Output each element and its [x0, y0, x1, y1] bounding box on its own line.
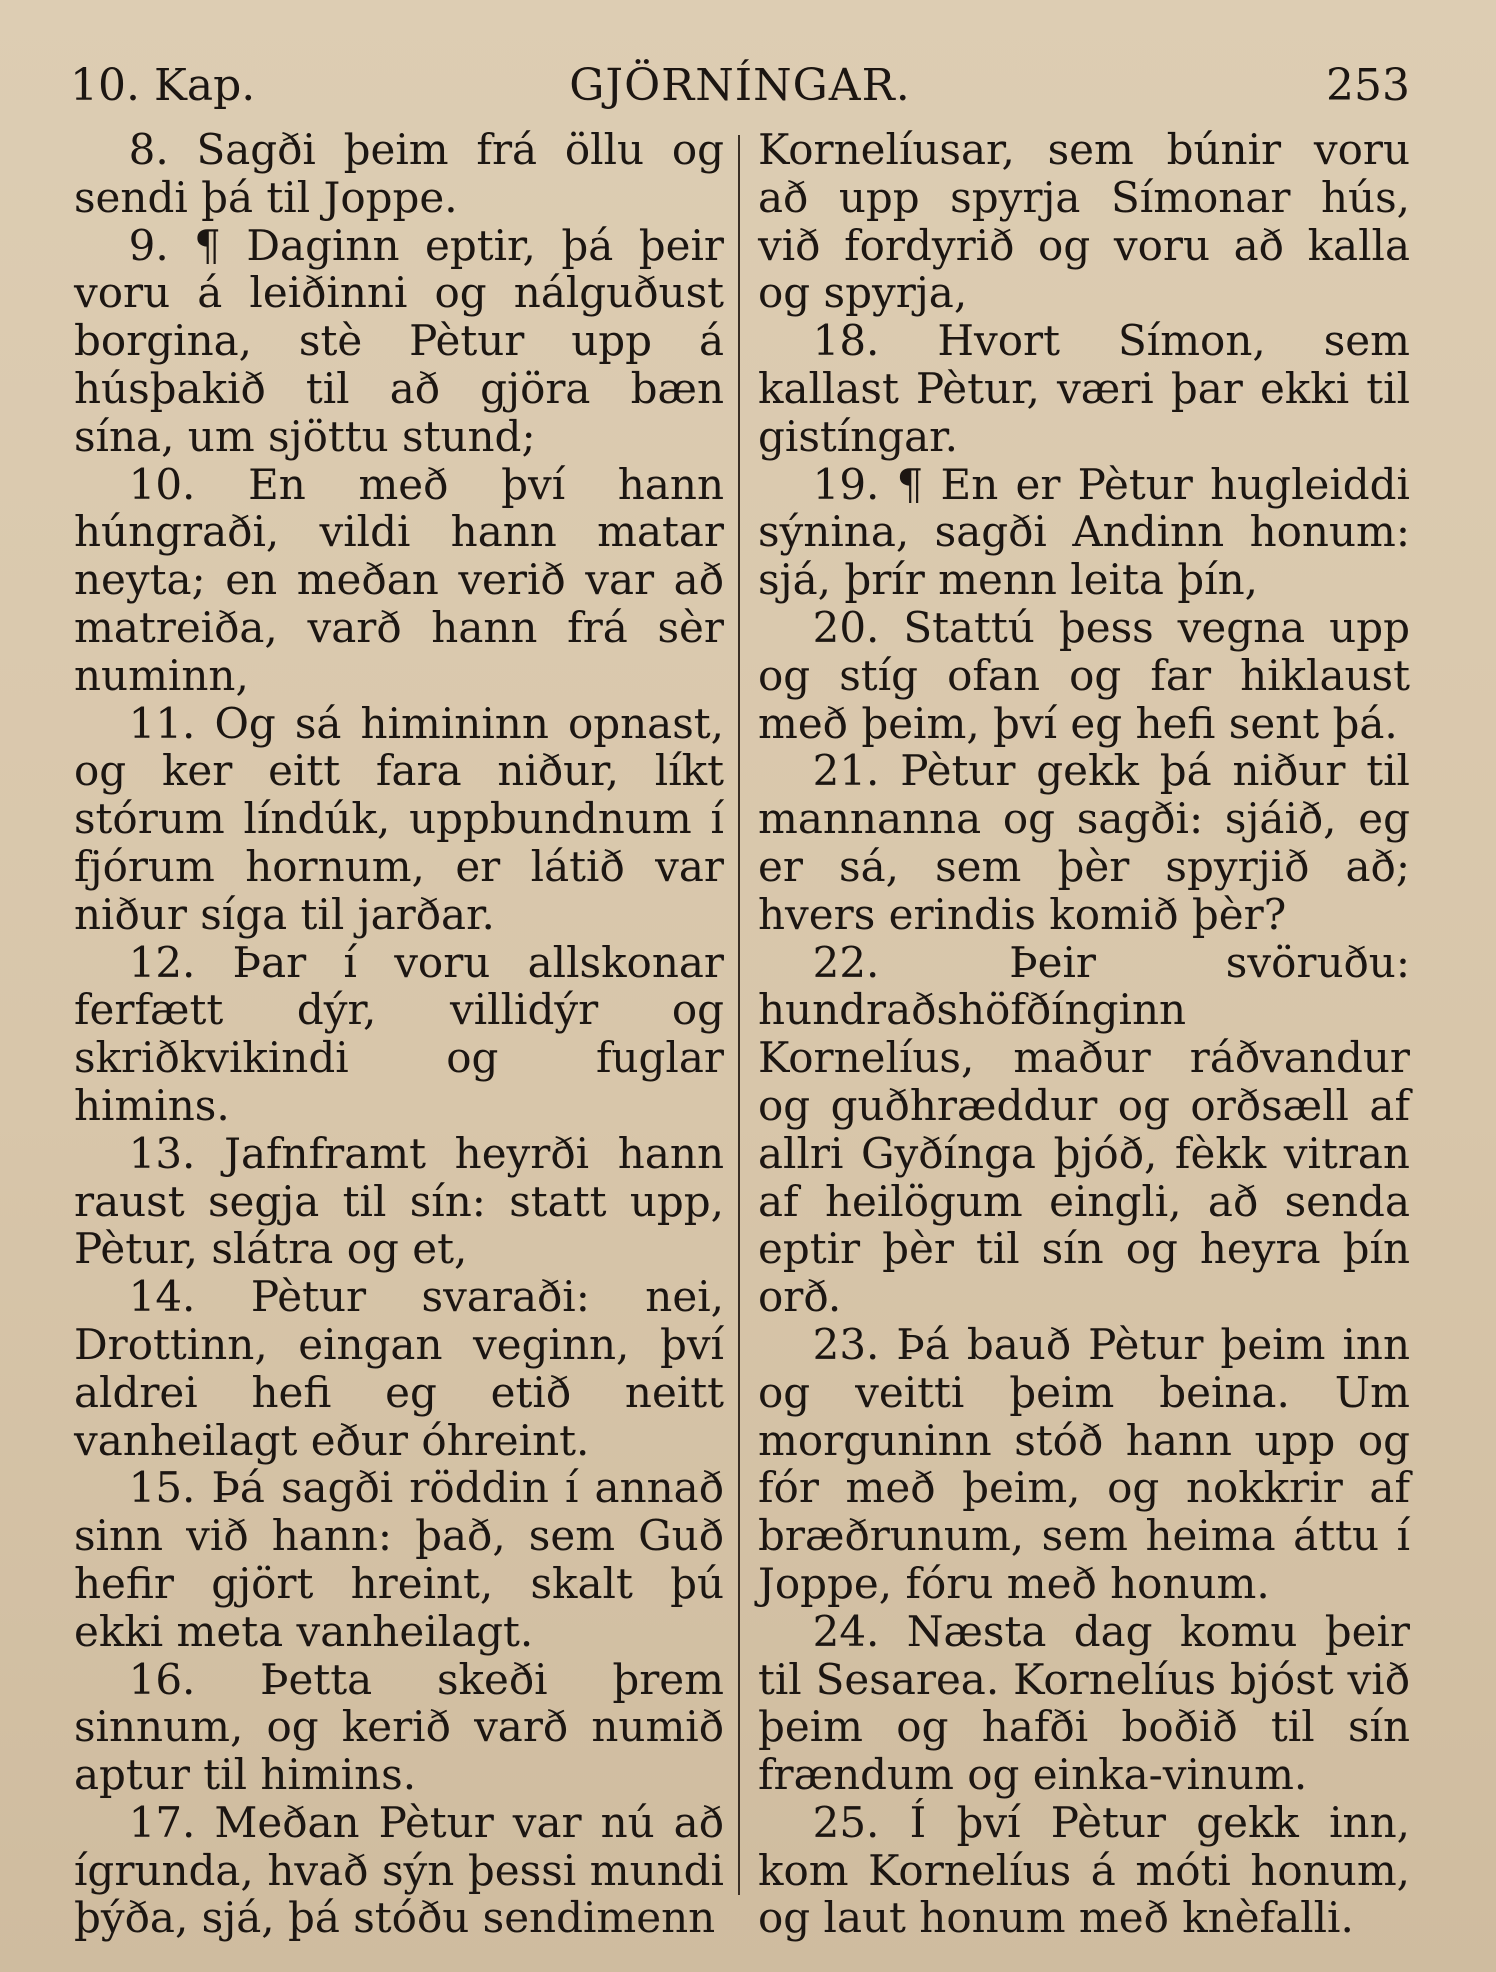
running-header — [70, 56, 1410, 116]
verse-16: 16. Þetta skeði þrem sinnum, og kerið varð numið aptur til himins. — [74, 1654, 724, 1800]
verse-12: 12. Þar í voru allskonar ferfætt dýr, villidýr og skriðkvikindi og fuglar himins. — [74, 937, 724, 1130]
right-column — [758, 126, 1410, 1942]
verse-23: 23. Þá bauð Pètur þeim inn og veitti þeim beina. Um morguninn stóð hann upp og fór með þeim, og nokkrir af bræðrunum, sem heima áttu í Joppe, fóru með honum. — [758, 1319, 1410, 1608]
verse-19: 19. ¶ En er Pètur hugleiddi sýnina, sagði Andinn honum: sjá, þrír menn leita þín, — [758, 459, 1410, 605]
verse-11: 11. Og sá himininn opnast, og ker eitt fara niður, líkt stórum líndúk, uppbundnum í fjórum hornum, er látið var niður síga til jarðar. — [74, 698, 724, 939]
verse-24: 24. Næsta dag komu þeir til Sesarea. Kornelíus bjóst við þeim og hafði boðið til sín frændum og einka-vinum. — [758, 1606, 1410, 1800]
verse-20: 20. Stattú þess vegna upp og stíg ofan og far hiklaust með þeim, því eg hefi sent þá. — [758, 602, 1410, 748]
verse-17: 17. Meðan Pètur var nú að ígrunda, hvað sýn þessi mundi þýða, sjá, þá stóðu sendimenn — [74, 1797, 724, 1943]
verse-17-continued: Kornelíusar, sem búnir voru að upp spyrja Símonar hús, við fordyrið og voru að kalla og spyrja, — [758, 125, 1410, 318]
verse-14: 14. Pètur svaraði: nei, Drottinn, eingan veginn, því aldrei hefi eg etið neitt vanheilagt eður óhreint. — [74, 1272, 724, 1465]
verse-15: 15. Þá sagði röddin í annað sinn við hann: það, sem Guð hefir gjört hreint, skalt þú ekki meta vanheilagt. — [74, 1463, 724, 1656]
column-divider — [738, 135, 740, 1895]
verse-13: 13. Jafnframt heyrði hann raust segja til sín: statt upp, Pètur, slátra og et, — [74, 1128, 724, 1274]
book-title: GJÖRNÍNGAR. — [569, 60, 911, 111]
verse-25: 25. Í því Pètur gekk inn, kom Kornelíus á móti honum, og laut honum með knèfalli. — [758, 1797, 1410, 1943]
verse-18: 18. Hvort Símon, sem kallast Pètur, væri þar ekki til gistíngar. — [758, 316, 1410, 461]
verse-21: 21. Pètur gekk þá niður til mannanna og sagði: sjáið, eg er sá, sem þèr spyrjið að; hvers erindis komið þèr? — [758, 746, 1410, 939]
verse-22: 22. Þeir svöruðu: hundraðshöfðínginn Kornelíus, maður ráðvandur og guðhræddur og orðsæll af allri Gyðínga þjóð, fèkk vitran af heilögum eingli, að senda eptir þèr til sín og heyra þín orð. — [758, 937, 1410, 1322]
left-column — [74, 126, 724, 1942]
verse-8: 8. Sagði þeim frá öllu og sendi þá til Joppe. — [74, 125, 724, 222]
verse-9: 9. ¶ Daginn eptir, þá þeir voru á leiðinni og nálguðust borgina, stè Pètur upp á húsþakið til að gjöra bæn sína, um sjöttu stund; — [74, 220, 724, 461]
verse-10: 10. En með því hann húngraði, vildi hann matar neyta; en meðan verið var að matreiða, varð hann frá sèr numinn, — [74, 459, 724, 700]
page-number: 253 — [1326, 60, 1410, 111]
chapter-label: 10. Kap. — [70, 60, 256, 111]
